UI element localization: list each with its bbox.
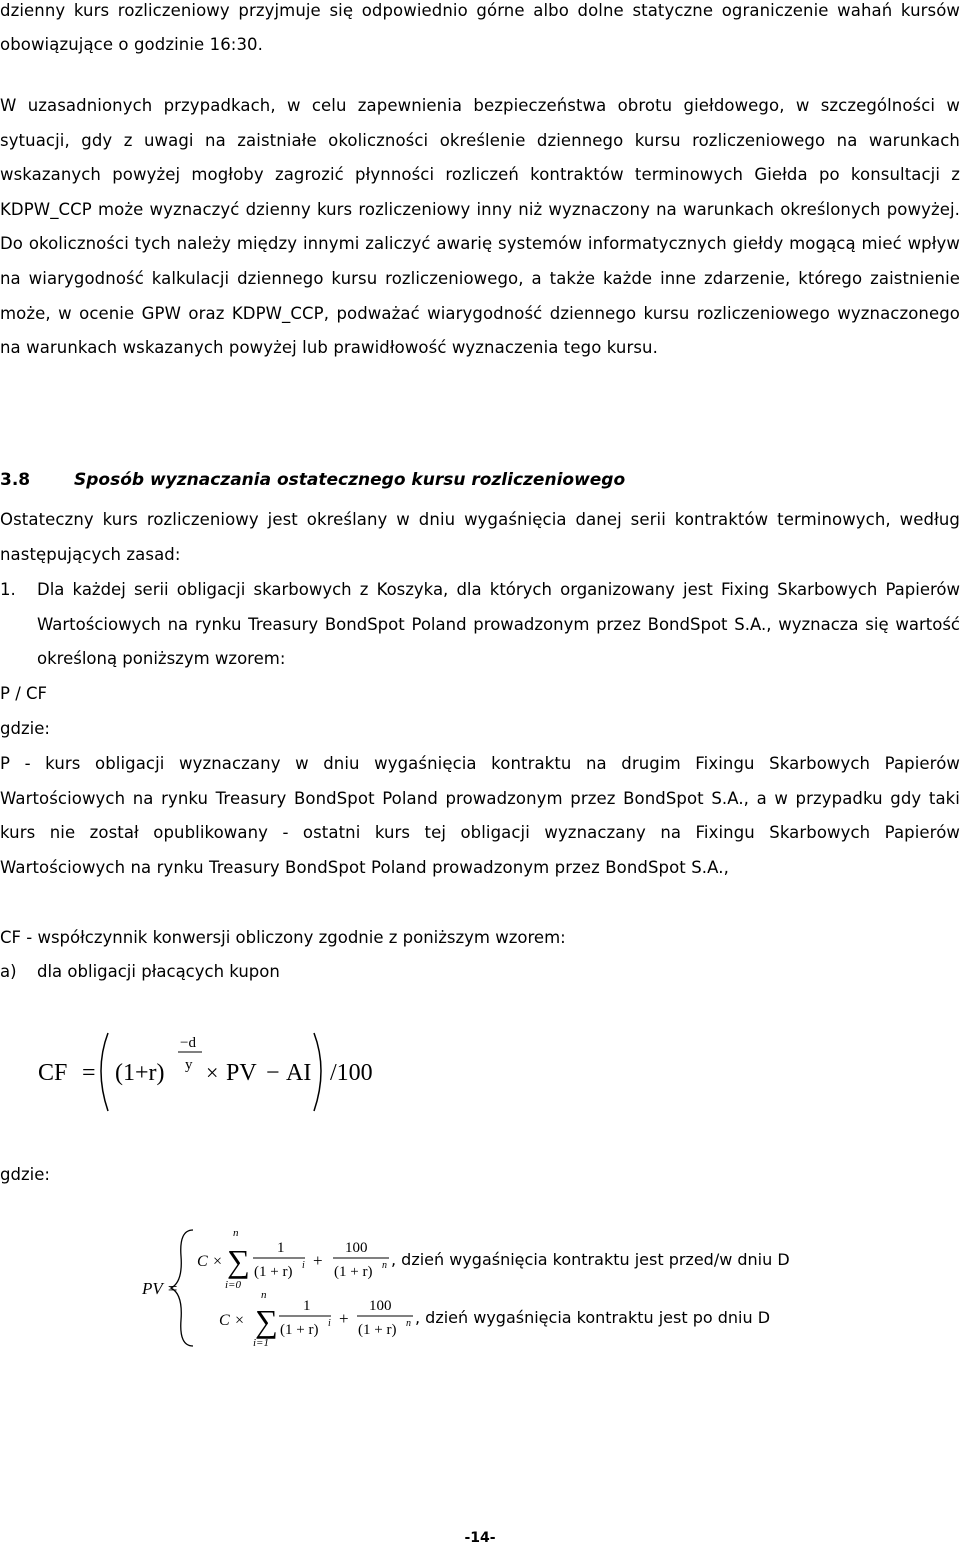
section-number: 3.8 [0,470,31,490]
case1-condition: , dzień wygaśnięcia kontraktu jest przed/w dniu D [391,1250,790,1269]
case2-frac1-num: 1 [303,1298,311,1314]
case1-sum-lower: i=0 [225,1279,241,1291]
formula-pv [125,1222,845,1352]
case2-sum-upper: n [261,1289,267,1301]
case2-frac1-exp: i [328,1318,331,1329]
big-right-paren [314,1033,321,1111]
paragraph-p-definition: P - kurs obligacji wyznaczany w dniu wygaśnięcia kontraktu na drugim Fixingu Skarbowych Papierów Wartościowych na rynku Treasury BondSpot Poland prowadzonym przez BondSpot S.A., a w przypadku gdy taki kurs nie został opublikowany - ostatni kurs tej obligacji wyznaczany na Fixingu Skarbowych Papierów Wartościowych na rynku Treasury BondSpot Poland prowadzonym przez BondSpot S.A., [0,754,960,878]
page-number: -14- [464,1530,496,1546]
case1-sum-sign: ∑ [227,1243,250,1279]
cf-base: (1+r) [115,1060,165,1086]
case2-frac2-num: 100 [369,1298,392,1314]
case1-plus: + [313,1251,323,1270]
list-item-a-text: dla obligacji płacących kupon [37,962,280,981]
case2-frac1-den: (1 + r) [280,1322,319,1338]
case1-C: C [197,1253,208,1270]
cf-eq: = [82,1060,96,1086]
cf-exp-den: y [185,1057,193,1073]
cf-times: × [206,1060,219,1085]
case2-frac2-den: (1 + r) [358,1322,397,1338]
list-item-a-label: a) [0,962,17,981]
cf-ai: AI [286,1060,312,1086]
formula-p-cf: P / CF [0,684,48,703]
case1-frac1-exp: i [302,1260,305,1271]
case2-condition: , dzień wygaśnięcia kontraktu jest po dniu D [415,1308,771,1327]
label-where-2: gdzie: [0,1165,50,1184]
case1-frac1-num: 1 [277,1240,285,1256]
paragraph-final-settlement: Ostateczny kurs rozliczeniowy jest określany w dniu wygaśnięcia danej serii kontraktów terminowych, według następujących zasad: [0,510,960,564]
case1-frac2-exp: n [382,1260,387,1271]
paragraph-justified-cases: W uzasadnionych przypadkach, w celu zapewnienia bezpieczeństwa obrotu giełdowego, w szczególności w sytuacji, gdy z uwagi na zaistniałe okoliczności określenie dziennego kursu rozliczeniowego na warunkach wskazanych powyżej mogłoby zagrozić płynności rozliczeń kontraktów terminowych Giełda po konsultacji z KDPW_CCP może wyznaczyć dzienny kurs rozliczeniowy inny niż wyznaczony na warunkach określonych powyżej. Do okoliczności tych należy między innymi zaliczyć awarię systemów informatycznych giełdy mogącą mieć wpływ na wiarygodność kalkulacji dziennego kursu rozliczeniowego, a także każde inne zdarzenie, którego zaistnienie może, w ocenie GPW oraz KDPW_CCP, podważać wiarygodność dziennego kursu rozliczeniowego wyznaczonego na warunkach wskazanych powyżej lub prawidłowość wyznaczenia tego kursu. [0,96,960,358]
big-left-paren [101,1033,108,1111]
case1-times: × [213,1253,223,1270]
cf-minus: − [266,1060,280,1086]
section-title: Sposób wyznaczania ostatecznego kursu rozliczeniowego [74,470,626,490]
case2-sum-lower: i=1 [253,1337,269,1349]
pv-lhs: PV = [142,1279,179,1298]
case2-frac2-exp: n [406,1318,411,1329]
case2-sum-sign: ∑ [255,1303,278,1339]
case1-frac2-den: (1 + r) [334,1264,373,1280]
paragraph-cf-definition: CF - współczynnik konwersji obliczony zgodnie z poniższym wzorem: [0,928,566,947]
label-where: gdzie: [0,719,50,738]
case2-times: × [235,1312,245,1329]
case1-sum-upper: n [233,1227,239,1239]
cf-div: /100 [330,1060,373,1086]
cf-exp-num: −d [180,1035,196,1051]
case1-frac2-num: 100 [345,1240,368,1256]
case1-frac1-den: (1 + r) [254,1264,293,1280]
case2-plus: + [339,1309,349,1328]
paragraph-settlement-limits: dzienny kurs rozliczeniowy przyjmuje się odpowiednio górne albo dolne statyczne ograniczenie wahań kursów obowiązujące o godzinie 16:30. [0,1,960,54]
case2-C: C [219,1312,230,1329]
list-item-number: 1. [0,580,16,599]
cf-pv: PV [226,1060,257,1086]
cf-lhs: CF [38,1060,68,1086]
list-item-text: Dla każdej serii obligacji skarbowych z Koszyka, dla których organizowany jest Fixing Skarbowych Papierów Wartościowych na rynku Treasury BondSpot Poland prowadzonym przez BondSpot S.A., wyznacza się wartość określoną poniższym wzorem: [37,580,960,669]
formula-cf [30,1025,430,1125]
